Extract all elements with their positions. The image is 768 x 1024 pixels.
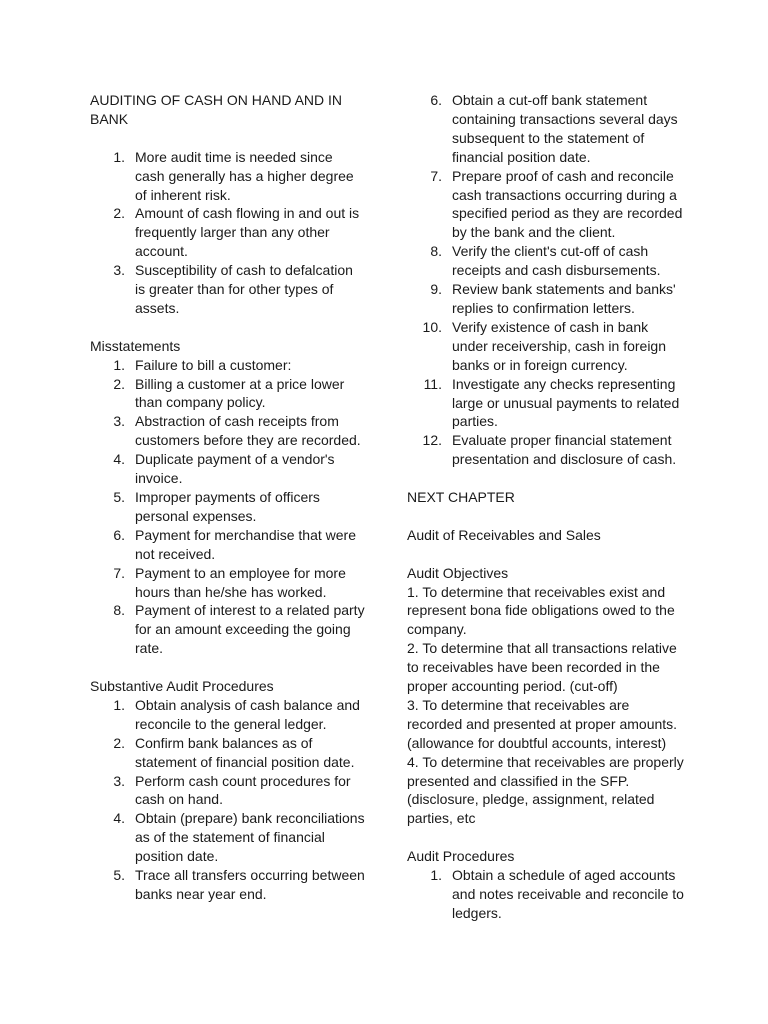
intro-list bbox=[90, 148, 365, 318]
objective-item: 4. To determine that receivables are properly presented and classified in the SFP. (disclosure, pledge, assignment, related parties, etc bbox=[407, 753, 684, 827]
audit-procedures-list bbox=[407, 866, 687, 923]
list-item: 9. Review bank statements and banks' replies to confirmation letters. bbox=[430, 281, 676, 316]
list-item: 4. Obtain (prepare) bank reconciliations as of the statement of financial position date. bbox=[113, 810, 365, 865]
substantive-procedures-heading: Substantive Audit Procedures bbox=[90, 678, 274, 695]
misstatements-list bbox=[90, 356, 365, 659]
objective-item: 1. To determine that receivables exist and represent bona fide obligations owed to the company. bbox=[407, 583, 675, 638]
list-item: 2. Billing a customer at a price lower than company policy. bbox=[113, 375, 345, 411]
list-item: 8. Verify the client's cut-off of cash receipts and cash disbursements. bbox=[430, 243, 661, 279]
list-item: 10. Verify existence of cash in bank under receivership, cash in foreign banks or in foreign currency. bbox=[422, 318, 667, 373]
substantive-procedures-continued-list bbox=[407, 91, 687, 469]
list-item: 3. Susceptibility of cash to defalcation is greater than for other types of assets. bbox=[113, 262, 353, 316]
left-column bbox=[90, 91, 365, 904]
list-item: 6. Obtain a cut-off bank statement containing transactions several days subsequent to the statement of financial position date. bbox=[430, 92, 678, 165]
list-item: 1. Failure to bill a customer: bbox=[113, 356, 292, 373]
list-item: 5. Trace all transfers occurring between banks near year end. bbox=[113, 867, 365, 903]
list-item: 2. Confirm bank balances as of statement of financial position date. bbox=[113, 734, 355, 770]
list-item: 1. More audit time is needed since cash generally has a higher degree of inherent risk. bbox=[113, 148, 354, 203]
audit-objectives-heading: Audit Objectives bbox=[407, 564, 509, 581]
document-title: AUDITING OF CASH ON HAND AND IN BANK bbox=[90, 92, 343, 127]
list-item: 3. Perform cash count procedures for cash on hand. bbox=[113, 772, 351, 808]
next-chapter-heading: NEXT CHAPTER bbox=[407, 489, 515, 506]
list-item: 1. Obtain analysis of cash balance and reconcile to the general ledger. bbox=[113, 696, 360, 732]
list-item: 3. Abstraction of cash receipts from customers before they are recorded. bbox=[113, 413, 361, 449]
list-item: 8. Payment of interest to a related party for an amount exceeding the going rate. bbox=[113, 602, 365, 657]
list-item: 12. Evaluate proper financial statement presentation and disclosure of cash. bbox=[422, 432, 677, 468]
list-item: 4. Duplicate payment of a vendor's invoice. bbox=[113, 451, 335, 487]
list-item: 11. Investigate any checks representing large or unusual payments to related parties. bbox=[423, 375, 680, 430]
substantive-procedures-list bbox=[90, 696, 365, 904]
chapter-title: Audit of Receivables and Sales bbox=[407, 526, 601, 543]
audit-objectives-list bbox=[407, 583, 687, 829]
list-item: 7. Payment to an employee for more hours than he/she has worked. bbox=[113, 564, 346, 600]
objective-item: 3. To determine that receivables are recorded and presented at proper amounts. (allowance for doubtful accounts, interest) bbox=[407, 696, 678, 751]
list-item: 5. Improper payments of officers personal expenses. bbox=[113, 489, 320, 524]
list-item: 2. Amount of cash flowing in and out is frequently larger than any other account. bbox=[113, 205, 360, 260]
list-item: 6. Payment for merchandise that were not received. bbox=[113, 526, 356, 562]
audit-procedures-heading: Audit Procedures bbox=[407, 848, 515, 865]
misstatements-heading: Misstatements bbox=[90, 337, 181, 354]
objective-item: 2. To determine that all transactions relative to receivables have been recorded in the proper accounting period. (cut-off) bbox=[407, 640, 677, 695]
right-column bbox=[407, 91, 687, 923]
list-item: 7. Prepare proof of cash and reconcile cash transactions occurring during a specified period as they are recorded by the bank and the client. bbox=[430, 167, 683, 241]
list-item: 1. Obtain a schedule of aged accounts and notes receivable and reconcile to ledgers. bbox=[430, 867, 684, 921]
